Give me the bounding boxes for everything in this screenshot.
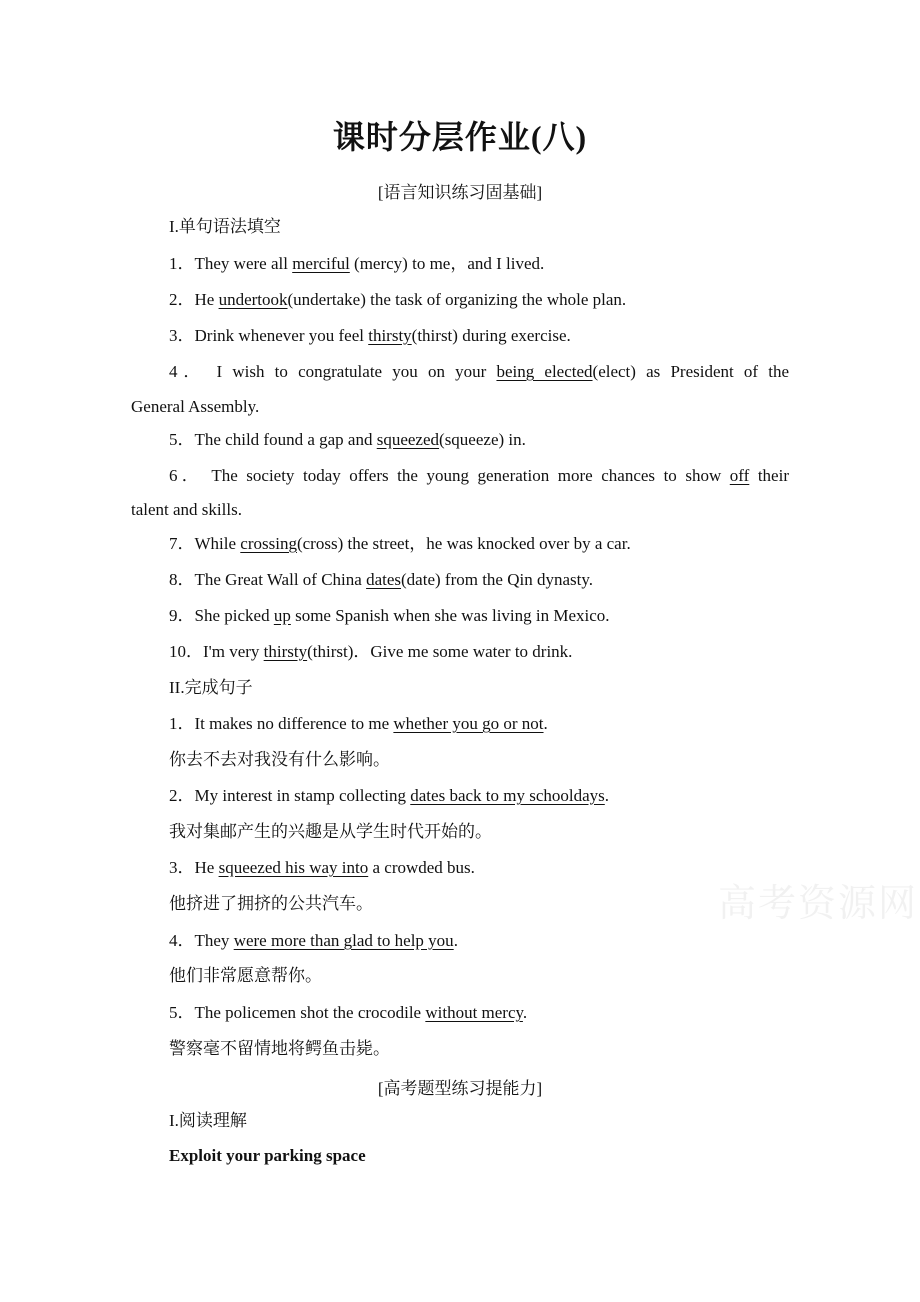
item-text: It makes no difference to me <box>194 714 394 733</box>
chinese-translation: 他挤进了拥挤的公共汽车。 <box>169 894 373 913</box>
item-text: I wish to congratulate you on your <box>216 362 497 381</box>
item-number: 4． <box>169 931 195 950</box>
item-text: (undertake) the task of organizing the whole plan. <box>287 290 627 309</box>
fill-item <box>169 289 626 311</box>
answer: dates <box>366 570 402 589</box>
item-number: 7． <box>169 534 195 553</box>
sentence-item <box>169 857 475 879</box>
fill-item <box>169 605 610 627</box>
item-text: some Spanish when she was living in Mexico. <box>290 606 610 625</box>
fill-item <box>131 465 789 487</box>
item-number: 10． <box>169 642 203 661</box>
watermark: 高考资源网 <box>718 881 919 925</box>
fill-item-continuation: General Assembly. <box>131 397 260 416</box>
fill-item <box>169 253 544 275</box>
item-text: I'm very <box>203 642 264 661</box>
answer: without mercy <box>425 1003 523 1022</box>
item-number: 8． <box>169 570 195 589</box>
item-text: . <box>522 1003 528 1022</box>
item-text: (mercy) to me，and I lived. <box>349 254 545 273</box>
sentence-item <box>169 930 458 952</box>
item-text: (cross) the street，he was knocked over by a car. <box>296 534 631 553</box>
answer: squeezed his way into <box>218 858 369 877</box>
item-text: My interest in stamp collecting <box>194 786 411 805</box>
fill-item-continuation: talent and skills. <box>131 500 242 519</box>
item-text: Drink whenever you feel <box>194 326 369 345</box>
answer: thirsty <box>368 326 412 345</box>
chinese-translation: 警察毫不留情地将鳄鱼击毙。 <box>169 1039 390 1058</box>
item-text: While <box>194 534 241 553</box>
fill-item <box>169 429 526 451</box>
item-text: (squeeze) in. <box>439 430 526 449</box>
chinese-translation: 他们非常愿意帮你。 <box>169 966 322 985</box>
answer: were more than glad to help you <box>233 931 454 950</box>
part-title-grammar-fill: I.单句语法填空 <box>169 217 281 236</box>
item-number: 6． <box>169 466 204 485</box>
item-text: The society today offers the young generation more chances to show <box>211 466 730 485</box>
page-title: 课时分层作业(八) <box>332 119 588 155</box>
item-text: (thirst)．Give me some water to drink. <box>307 642 573 661</box>
fill-item <box>169 641 572 663</box>
item-text: They <box>194 931 234 950</box>
answer: whether you go or not <box>393 714 544 733</box>
sentence-item <box>169 713 548 735</box>
item-text: The Great Wall of China <box>194 570 367 589</box>
answer: squeezed <box>376 430 440 449</box>
item-number: 1． <box>169 254 195 273</box>
item-number: 3． <box>169 326 195 345</box>
reading-passage-title: Exploit your parking space <box>169 1146 366 1165</box>
item-number: 9． <box>169 606 195 625</box>
fill-item <box>169 569 593 591</box>
answer: undertook <box>218 290 288 309</box>
item-number: 2． <box>169 786 195 805</box>
item-number: 5． <box>169 430 195 449</box>
sentence-item <box>169 1002 527 1024</box>
answer: being elected <box>496 362 593 381</box>
answer: crossing <box>240 534 297 553</box>
answer: dates back to my schooldays <box>410 786 605 805</box>
fill-item <box>169 533 631 555</box>
item-text: (elect) as President of the <box>592 362 789 381</box>
section-header-exam: [高考题型练习提能力] <box>377 1079 543 1098</box>
answer: off <box>729 466 750 485</box>
item-text: a crowded bus. <box>368 858 475 877</box>
part-title-reading: I.阅读理解 <box>169 1111 247 1130</box>
item-text: . <box>604 786 610 805</box>
answer: up <box>273 606 291 625</box>
item-text: She picked <box>194 606 274 625</box>
answer: merciful <box>292 254 350 273</box>
item-text: . <box>543 714 548 733</box>
chinese-translation: 我对集邮产生的兴趣是从学生时代开始的。 <box>169 822 492 841</box>
item-number: 3． <box>169 858 195 877</box>
item-number: 4． <box>169 362 207 381</box>
item-number: 5． <box>169 1003 195 1022</box>
item-text: (thirst) during exercise. <box>411 326 571 345</box>
answer: thirsty <box>263 642 308 661</box>
item-number: 1． <box>169 714 195 733</box>
item-text: their <box>749 466 789 485</box>
item-text: The policemen shot the crocodile <box>194 1003 426 1022</box>
item-text: He <box>194 858 219 877</box>
item-number: 2． <box>169 290 195 309</box>
chinese-translation: 你去不去对我没有什么影响。 <box>169 750 390 769</box>
item-text: He <box>194 290 219 309</box>
item-text: They were all <box>194 254 293 273</box>
part-title-complete-sentences: II.完成句子 <box>169 678 253 697</box>
sentence-item <box>169 785 609 807</box>
fill-item <box>169 325 571 347</box>
fill-item <box>131 361 789 383</box>
item-text: The child found a gap and <box>194 430 377 449</box>
section-header-basics: [语言知识练习固基础] <box>377 183 543 202</box>
item-text: (date) from the Qin dynasty. <box>401 570 593 589</box>
item-text: . <box>453 931 458 950</box>
